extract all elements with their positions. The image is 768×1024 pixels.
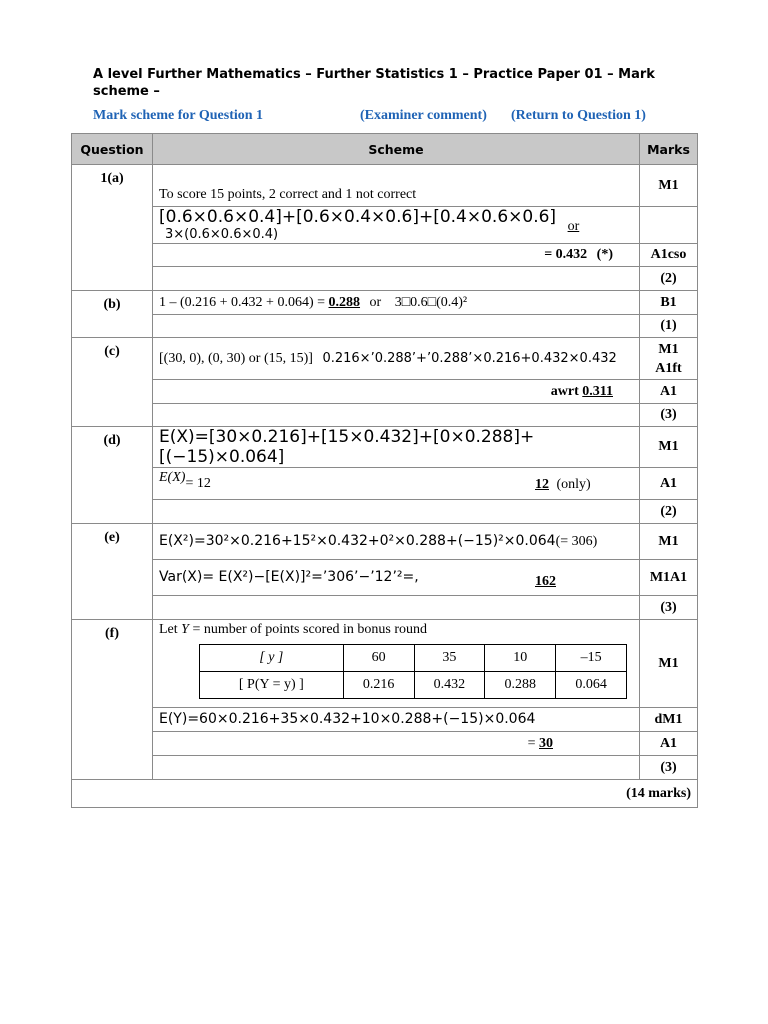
header-scheme: Scheme [153, 134, 640, 165]
question-label-f: (f) [72, 620, 153, 780]
distribution-table [199, 644, 627, 699]
dist-p-value: 0.432 [414, 672, 485, 699]
document-title: A level Further Mathematics – Further Statistics 1 – Practice Paper 01 – Mark scheme – [93, 67, 655, 99]
scheme-f-expr: E(Y)=60×0.216+35×0.432+10×0.288+(−15)×0.064 [159, 711, 536, 727]
scheme-f-let: Let [159, 622, 182, 637]
dist-y-value: –15 [556, 645, 627, 672]
scheme-f-let-var: Y [181, 622, 189, 637]
examiner-comment-link[interactable]: (Examiner comment) [360, 108, 487, 123]
dist-p-label: [ P(Y = y) ] [200, 672, 344, 699]
dist-y-label: [ y ] [200, 645, 344, 672]
dist-p-value: 0.216 [343, 672, 414, 699]
mark-a-3: A1cso [640, 244, 698, 267]
scheme-e-answer: 162 [535, 574, 556, 589]
mark-c-2: A1ft [655, 360, 682, 376]
mark-e-total: (3) [640, 596, 698, 620]
mark-c-total: (3) [640, 404, 698, 427]
mark-a-1: M1 [640, 165, 698, 207]
scheme-a-expr2: 3×(0.6×0.6×0.4) [165, 227, 279, 242]
scheme-b-answer: 0.288 [328, 294, 361, 310]
header-question: Question [72, 134, 153, 165]
question-label-d: (d) [72, 427, 153, 524]
scheme-e-eq306: (= 306) [555, 534, 598, 549]
mark-d-total: (2) [640, 500, 698, 524]
scheme-a-star: (*) [596, 247, 613, 262]
scheme-d-expr: E(X)=[30×0.216]+[15×0.432]+[0×0.288]+[(−15)×0.064] [159, 427, 535, 467]
mark-a-total: (2) [640, 267, 698, 291]
scheme-e-var: Var(X)= E(X²)−[E(X)]²=’306’−’12’²=, [159, 569, 419, 585]
scheme-f-eq: = [527, 735, 539, 751]
scheme-b-expr: 1 – (0.216 + 0.432 + 0.064) = [159, 294, 329, 310]
question-label-1a: 1(a) [72, 165, 153, 291]
dist-y-value: 10 [485, 645, 556, 672]
mark-d-2: A1 [640, 468, 698, 500]
mark-f-3: A1 [640, 732, 698, 756]
scheme-c-awrt: awrt [550, 383, 579, 399]
question-label-e: (e) [72, 524, 153, 620]
question-label-c: (c) [72, 338, 153, 427]
scheme-e-expr: E(X²)=30²×0.216+15²×0.432+0²×0.288+(−15)²×0.064 [159, 533, 556, 549]
mark-e-2: M1A1 [640, 560, 698, 596]
question-label-b: (b) [72, 291, 153, 338]
dist-p-value: 0.288 [485, 672, 556, 699]
header-marks: Marks [640, 134, 698, 165]
mark-f-total: (3) [640, 756, 698, 780]
scheme-a-line1: To score 15 points, 2 correct and 1 not correct [159, 187, 417, 202]
scheme-d-ex-val: = 12 [185, 475, 211, 491]
mark-c-1: M1 [658, 341, 679, 357]
scheme-c-pairs: [(30, 0), (0, 30) or (15, 15)] [159, 350, 313, 366]
scheme-b-alt: 3□0.6□(0.4)² [394, 294, 468, 310]
scheme-a-or: or [567, 219, 580, 234]
dist-y-value: 60 [343, 645, 414, 672]
mark-scheme-table [71, 133, 698, 808]
mark-f-2: dM1 [640, 708, 698, 732]
return-to-question-link[interactable]: (Return to Question 1) [511, 108, 646, 123]
scheme-c-answer: 0.311 [582, 383, 613, 399]
scheme-f-let-desc: = number of points scored in bonus round [188, 622, 428, 637]
mark-b-total: (1) [640, 315, 698, 338]
mark-b-1: B1 [640, 291, 698, 315]
scheme-d-ex: E(X) [159, 469, 186, 485]
mark-c-3: A1 [640, 380, 698, 404]
scheme-d-answer: 12 [535, 477, 549, 492]
scheme-f-answer: 30 [539, 735, 553, 751]
dist-y-value: 35 [414, 645, 485, 672]
total-marks: (14 marks) [72, 780, 698, 808]
scheme-d-only: (only) [556, 477, 591, 492]
dist-p-value: 0.064 [556, 672, 627, 699]
mark-f-1: M1 [640, 620, 698, 708]
scheme-a-expr1: [0.6×0.6×0.4]+[0.6×0.4×0.6]+[0.4×0.6×0.6] [159, 207, 557, 227]
scheme-a-result: = 0.432 [544, 247, 588, 262]
mark-d-1: M1 [640, 427, 698, 468]
scheme-b-or: or [369, 294, 382, 310]
scheme-c-expr: 0.216×’0.288’+’0.288’×0.216+0.432×0.432 [322, 350, 617, 366]
mark-a-2 [640, 207, 698, 244]
mark-scheme-heading: Mark scheme for Question 1 [93, 108, 264, 123]
mark-e-1: M1 [640, 524, 698, 560]
